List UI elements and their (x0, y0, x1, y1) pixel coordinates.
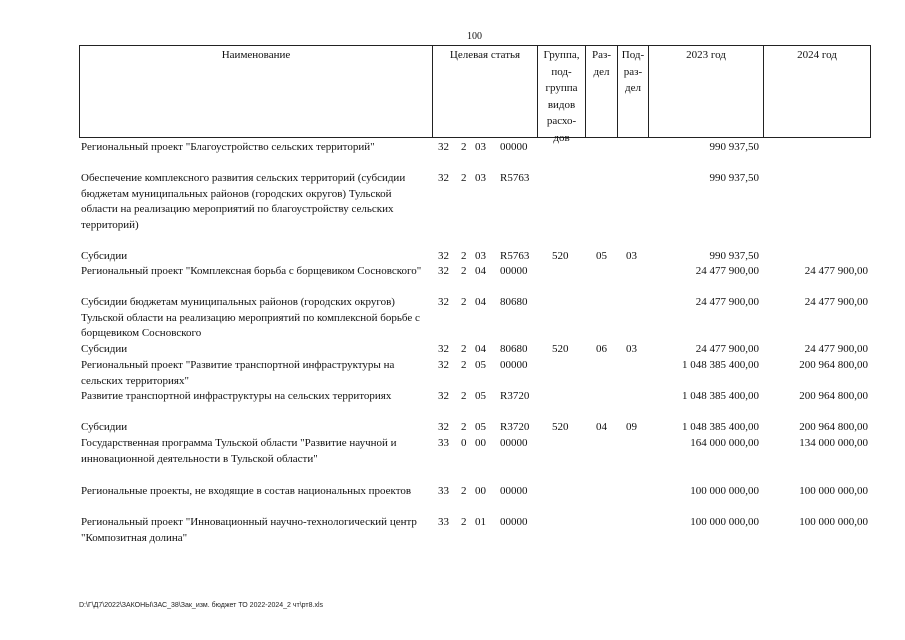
header-group-l1: Группа, (543, 49, 580, 61)
header-podrazdel-cell (617, 45, 648, 138)
row-code-d: 00000 (500, 485, 528, 497)
row-code-c: 05 (475, 421, 486, 433)
row-amount-2023: 24 477 900,00 (695, 343, 759, 355)
header-target: Целевая статья (449, 49, 521, 61)
row-code-b: 2 (461, 343, 467, 355)
row-amount-2024: 24 477 900,00 (804, 265, 868, 277)
header-group-l2: под- (551, 65, 572, 78)
row-amount-2024: 200 964 800,00 (799, 390, 868, 402)
row-code-d: R3720 (500, 390, 530, 402)
header-razdel-l1: Раз- (591, 49, 611, 61)
row-name: Региональный проект "Комплексная борьба с борщевиком Сосновского" (81, 265, 422, 277)
row-code-c: 03 (475, 250, 486, 262)
row-amount-2023: 1 048 385 400,00 (682, 421, 759, 433)
row-code-a: 33 (438, 516, 449, 528)
row-code-b: 2 (461, 141, 467, 153)
row-code-d: 80680 (500, 343, 528, 355)
row-amount-2023: 990 937,50 (709, 172, 759, 184)
row-code-c: 04 (475, 343, 486, 355)
row-amount-2023: 164 000 000,00 (690, 437, 759, 449)
row-code-c: 04 (475, 296, 486, 308)
row-code-a: 32 (438, 172, 449, 184)
row-code-c: 01 (475, 516, 486, 528)
row-amount-2024: 200 964 800,00 (799, 359, 868, 371)
header-group-cell (537, 45, 585, 144)
row-code-d: R5763 (500, 172, 530, 184)
header-group-l5: расхо- (546, 115, 577, 127)
header-target-cell (432, 45, 537, 138)
header-2023: 2023 год (686, 49, 726, 61)
row-code-g: 520 (552, 250, 569, 262)
row-amount-2023: 24 477 900,00 (695, 296, 759, 308)
row-code-prz: 09 (626, 421, 637, 433)
row-name: Региональный проект "Инновационный научно-технологический центр "Композитная долина" (81, 516, 417, 544)
row-code-b: 2 (461, 390, 467, 402)
header-name: Наименование (221, 49, 291, 61)
row-code-g: 520 (552, 421, 569, 433)
row-code-prz: 03 (626, 250, 637, 262)
row-code-c: 00 (475, 437, 486, 449)
row-code-b: 2 (461, 485, 467, 497)
row-amount-2024: 24 477 900,00 (804, 296, 868, 308)
row-name: Государственная программа Тульской области "Развитие научной и инновационной деятельности в Тульской области" (81, 437, 397, 465)
row-code-a: 32 (438, 265, 449, 277)
row-amount-2023: 1 048 385 400,00 (682, 390, 759, 402)
header-2023-cell (648, 45, 763, 138)
row-code-d: 00000 (500, 437, 528, 449)
row-amount-2023: 990 937,50 (709, 141, 759, 153)
row-code-d: 00000 (500, 516, 528, 528)
row-code-b: 2 (461, 516, 467, 528)
row-code-b: 2 (461, 359, 467, 371)
row-name: Развитие транспортной инфраструктуры на сельских территориях (81, 390, 392, 402)
header-podrazdel-l2: раз- (623, 65, 643, 78)
row-code-a: 33 (438, 437, 449, 449)
row-name: Обеспечение комплексного развития сельских территорий (субсидии бюджетам муниципальных районов (городских округов) Тульской области на реализацию мероприятий по благоустройству сельских территорий) (81, 172, 406, 231)
row-name: Субсидии (81, 343, 128, 355)
row-amount-2023: 990 937,50 (709, 250, 759, 262)
row-code-d: 80680 (500, 296, 528, 308)
header-group-l6: дов (553, 131, 570, 144)
row-code-b: 0 (461, 437, 467, 449)
header-group-l3: группа (545, 82, 578, 94)
page-number: 100 (467, 31, 482, 42)
row-code-d: 00000 (500, 265, 528, 277)
row-code-rz: 04 (596, 421, 607, 433)
row-code-d: 00000 (500, 359, 528, 371)
row-code-prz: 03 (626, 343, 637, 355)
header-2024-cell (763, 45, 871, 138)
row-code-b: 2 (461, 421, 467, 433)
row-code-b: 2 (461, 250, 467, 262)
row-name: Региональный проект "Развитие транспортной инфраструктуры на сельских территориях" (81, 359, 395, 387)
row-amount-2024: 134 000 000,00 (799, 437, 868, 449)
row-code-c: 00 (475, 485, 486, 497)
header-name-cell (79, 45, 432, 138)
header-2024: 2024 год (797, 49, 837, 61)
row-code-c: 03 (475, 141, 486, 153)
row-amount-2024: 24 477 900,00 (804, 343, 868, 355)
row-code-b: 2 (461, 172, 467, 184)
row-name: Региональный проект "Благоустройство сельских территорий" (81, 141, 375, 153)
row-code-a: 32 (438, 296, 449, 308)
header-razdel-l2: дел (593, 65, 610, 78)
row-code-a: 32 (438, 343, 449, 355)
row-code-a: 33 (438, 485, 449, 497)
header-podrazdel-l3: дел (625, 82, 641, 94)
row-amount-2023: 100 000 000,00 (690, 485, 759, 497)
row-name: Субсидии бюджетам муниципальных районов (городских округов) Тульской области на реализацию мероприятий по комплексной борьбе с борщевиком Сосновского (81, 296, 420, 339)
header-razdel-cell (585, 45, 617, 138)
row-code-d: 00000 (500, 141, 528, 153)
row-code-g: 520 (552, 343, 569, 355)
row-amount-2024: 100 000 000,00 (799, 485, 868, 497)
row-code-c: 05 (475, 359, 486, 371)
row-code-a: 32 (438, 250, 449, 262)
row-code-a: 32 (438, 390, 449, 402)
row-name: Субсидии (81, 421, 128, 433)
row-code-c: 05 (475, 390, 486, 402)
row-code-d: R3720 (500, 421, 530, 433)
row-name: Субсидии (81, 250, 128, 262)
row-code-b: 2 (461, 265, 467, 277)
row-code-a: 32 (438, 359, 449, 371)
row-code-d: R5763 (500, 250, 530, 262)
header-podrazdel-l1: Под- (621, 49, 645, 61)
row-amount-2023: 100 000 000,00 (690, 516, 759, 528)
header-group-l4: видов (547, 98, 576, 111)
row-name: Региональные проекты, не входящие в состав национальных проектов (81, 485, 412, 497)
row-code-rz: 05 (596, 250, 607, 262)
row-code-a: 32 (438, 141, 449, 153)
row-amount-2024: 200 964 800,00 (799, 421, 868, 433)
row-code-rz: 06 (596, 343, 607, 355)
row-amount-2024: 100 000 000,00 (799, 516, 868, 528)
row-amount-2023: 1 048 385 400,00 (682, 359, 759, 371)
row-amount-2023: 24 477 900,00 (695, 265, 759, 277)
row-code-c: 03 (475, 172, 486, 184)
row-code-b: 2 (461, 296, 467, 308)
file-path-footer: D:\Г\Д7\2022\ЗАКОНЫ\ЗАС_38\Зак_изм. бюджет ТО 2022-2024_2 чт\рт8.xls (79, 602, 324, 609)
row-code-a: 32 (438, 421, 449, 433)
row-code-c: 04 (475, 265, 486, 277)
